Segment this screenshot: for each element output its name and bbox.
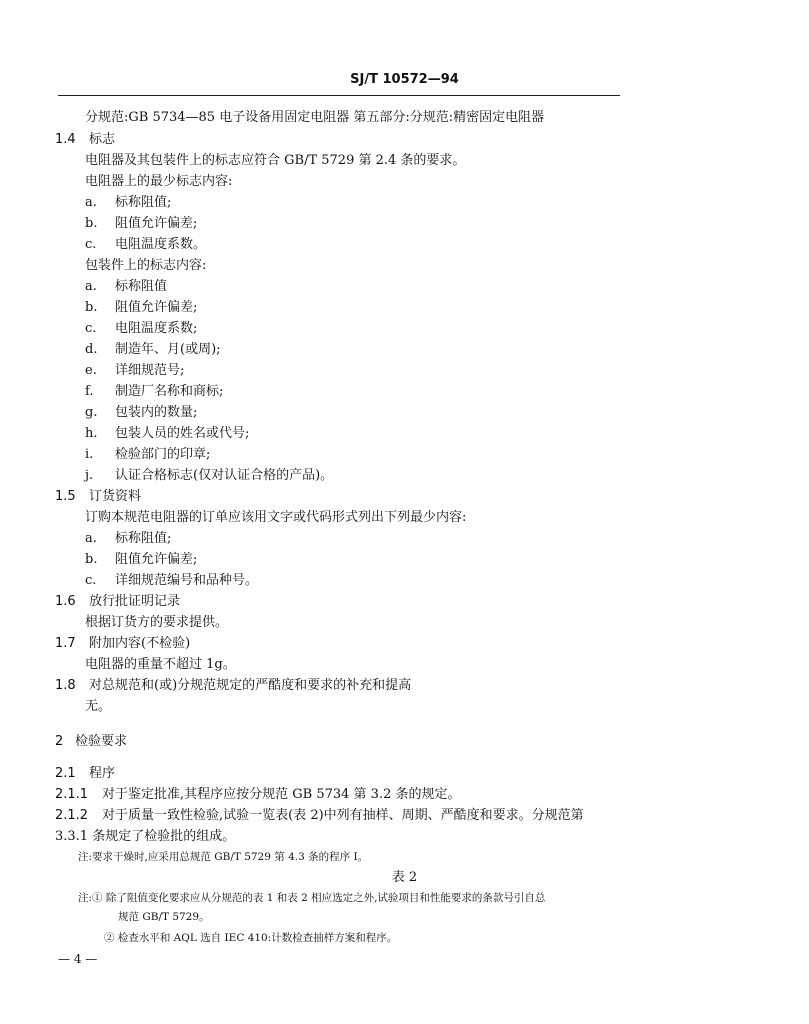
list-marker: h. [85, 426, 98, 441]
section-number: 2 [55, 734, 64, 749]
list-marker: c. [85, 573, 97, 588]
section-number: 2.1 [55, 766, 76, 781]
section-number: 2.1.1 [55, 787, 89, 802]
list-text: 检验部门的印章; [115, 447, 211, 462]
document-code-header: SJ/T 10572—94 [350, 72, 459, 87]
table-title: 表 2 [391, 870, 418, 885]
note-item [78, 891, 545, 905]
list-text: 标称阻值; [115, 531, 172, 546]
note-label: 注: [78, 892, 93, 904]
list-marker: b. [85, 300, 98, 315]
list-item [85, 384, 223, 400]
list-text: 电阻温度系数。 [115, 237, 207, 252]
section-title: 程序 [89, 766, 116, 781]
list-text: 认证合格标志(仅对认证合格的产品)。 [115, 468, 334, 483]
list-item [85, 321, 197, 337]
list-marker: a. [85, 279, 97, 294]
section-1-6-heading [55, 594, 180, 610]
list-item [85, 531, 171, 547]
clause-continuation: 3.3.1 条规定了检验批的组成。 [55, 829, 236, 844]
section-number: 1.4 [55, 132, 76, 147]
clause-2-1-2 [55, 808, 584, 824]
list-text: 包装人员的姓名或代号; [115, 426, 250, 441]
section-number: 1.5 [55, 489, 76, 504]
section-title: 检验要求 [75, 734, 128, 749]
list-item [85, 405, 197, 421]
list-marker: f. [85, 384, 94, 399]
list-item [85, 426, 249, 442]
paragraph: 订购本规范电阻器的订单应该用文字或代码形式列出下列最少内容: [85, 510, 467, 525]
list-item [85, 468, 333, 484]
list-marker: b. [85, 552, 98, 567]
section-title: 标志 [89, 132, 116, 147]
list-text: 详细规范号; [115, 363, 185, 378]
paragraph: 包装件上的标志内容: [85, 258, 207, 273]
list-text: 标称阻值 [115, 279, 168, 294]
list-marker: c. [85, 237, 97, 252]
section-title: 对总规范和(或)分规范规定的严酷度和要求的补充和提高 [89, 678, 412, 693]
paragraph: 无。 [85, 699, 112, 714]
note-item: ② 检查水平和 AQL 选自 IEC 410:计数检查抽样方案和程序。 [104, 932, 398, 944]
list-text: 标称阻值; [115, 195, 172, 210]
list-marker: b. [85, 216, 98, 231]
list-text: 阻值允许偏差; [115, 552, 198, 567]
list-item [85, 195, 171, 211]
list-item [85, 552, 197, 568]
section-1-8-heading [55, 678, 411, 694]
list-item [85, 300, 197, 316]
section-title: 附加内容(不检验) [89, 636, 191, 651]
list-marker: a. [85, 195, 97, 210]
section-number: 1.6 [55, 594, 76, 609]
clause-text: 对于鉴定批准,其程序应按分规范 GB 5734 第 3.2 条的规定。 [102, 787, 461, 802]
section-title: 订货资料 [89, 489, 142, 504]
list-text: 电阻温度系数; [115, 321, 198, 336]
list-text: 制造年、月(或周); [115, 342, 221, 357]
list-item [85, 216, 197, 232]
paragraph: 根据订货方的要求提供。 [85, 615, 229, 630]
list-item [85, 363, 184, 379]
list-text: 详细规范编号和品种号。 [115, 573, 259, 588]
list-item [85, 342, 221, 358]
section-1-5-heading [55, 489, 141, 505]
list-marker: d. [85, 342, 98, 357]
section-1-4-heading [55, 132, 115, 148]
section-title: 放行批证明记录 [89, 594, 181, 609]
list-item [85, 237, 206, 253]
header-rule [58, 95, 620, 96]
section-number: 1.7 [55, 636, 76, 651]
paragraph: 电阻器上的最少标志内容: [85, 174, 233, 189]
section-number: 1.8 [55, 678, 76, 693]
list-text: 制造厂名称和商标; [115, 384, 224, 399]
list-marker: c. [85, 321, 97, 336]
note-continuation: 规范 GB/T 5729。 [118, 911, 210, 923]
clause-text: 对于质量一致性检验,试验一览表(表 2)中列有抽样、周期、严酷度和要求。分规范第 [102, 808, 584, 823]
section-2-1-heading [55, 766, 115, 782]
list-item [85, 279, 167, 295]
list-text: 阻值允许偏差; [115, 300, 198, 315]
section-1-7-heading [55, 636, 190, 652]
section-2-heading [55, 734, 127, 750]
list-item [85, 447, 210, 463]
list-marker: j. [85, 468, 94, 483]
list-marker: e. [85, 363, 97, 378]
list-item [85, 573, 258, 589]
list-marker: a. [85, 531, 97, 546]
list-marker: g. [85, 405, 98, 420]
paragraph: 电阻器及其包装件上的标志应符合 GB/T 5729 第 2.4 条的要求。 [85, 153, 466, 168]
note-text: ① 除了阻值变化要求应从分规范的表 1 和表 2 相应选定之外,试验项目和性能要求的条款号引自总 [92, 892, 546, 904]
clause-2-1-1 [55, 787, 461, 803]
intro-line: 分规范:GB 5734—85 电子设备用固定电阻器 第五部分:分规范:精密固定电阻器 [85, 110, 545, 125]
list-text: 阻值允许偏差; [115, 216, 198, 231]
list-marker: i. [85, 447, 94, 462]
page-number: — 4 — [58, 952, 98, 966]
section-number: 2.1.2 [55, 808, 89, 823]
note-drying: 注:要求干燥时,应采用总规范 GB/T 5729 第 4.3 条的程序 I。 [78, 851, 369, 863]
list-text: 包装内的数量; [115, 405, 198, 420]
paragraph: 电阻器的重量不超过 1g。 [85, 657, 236, 672]
